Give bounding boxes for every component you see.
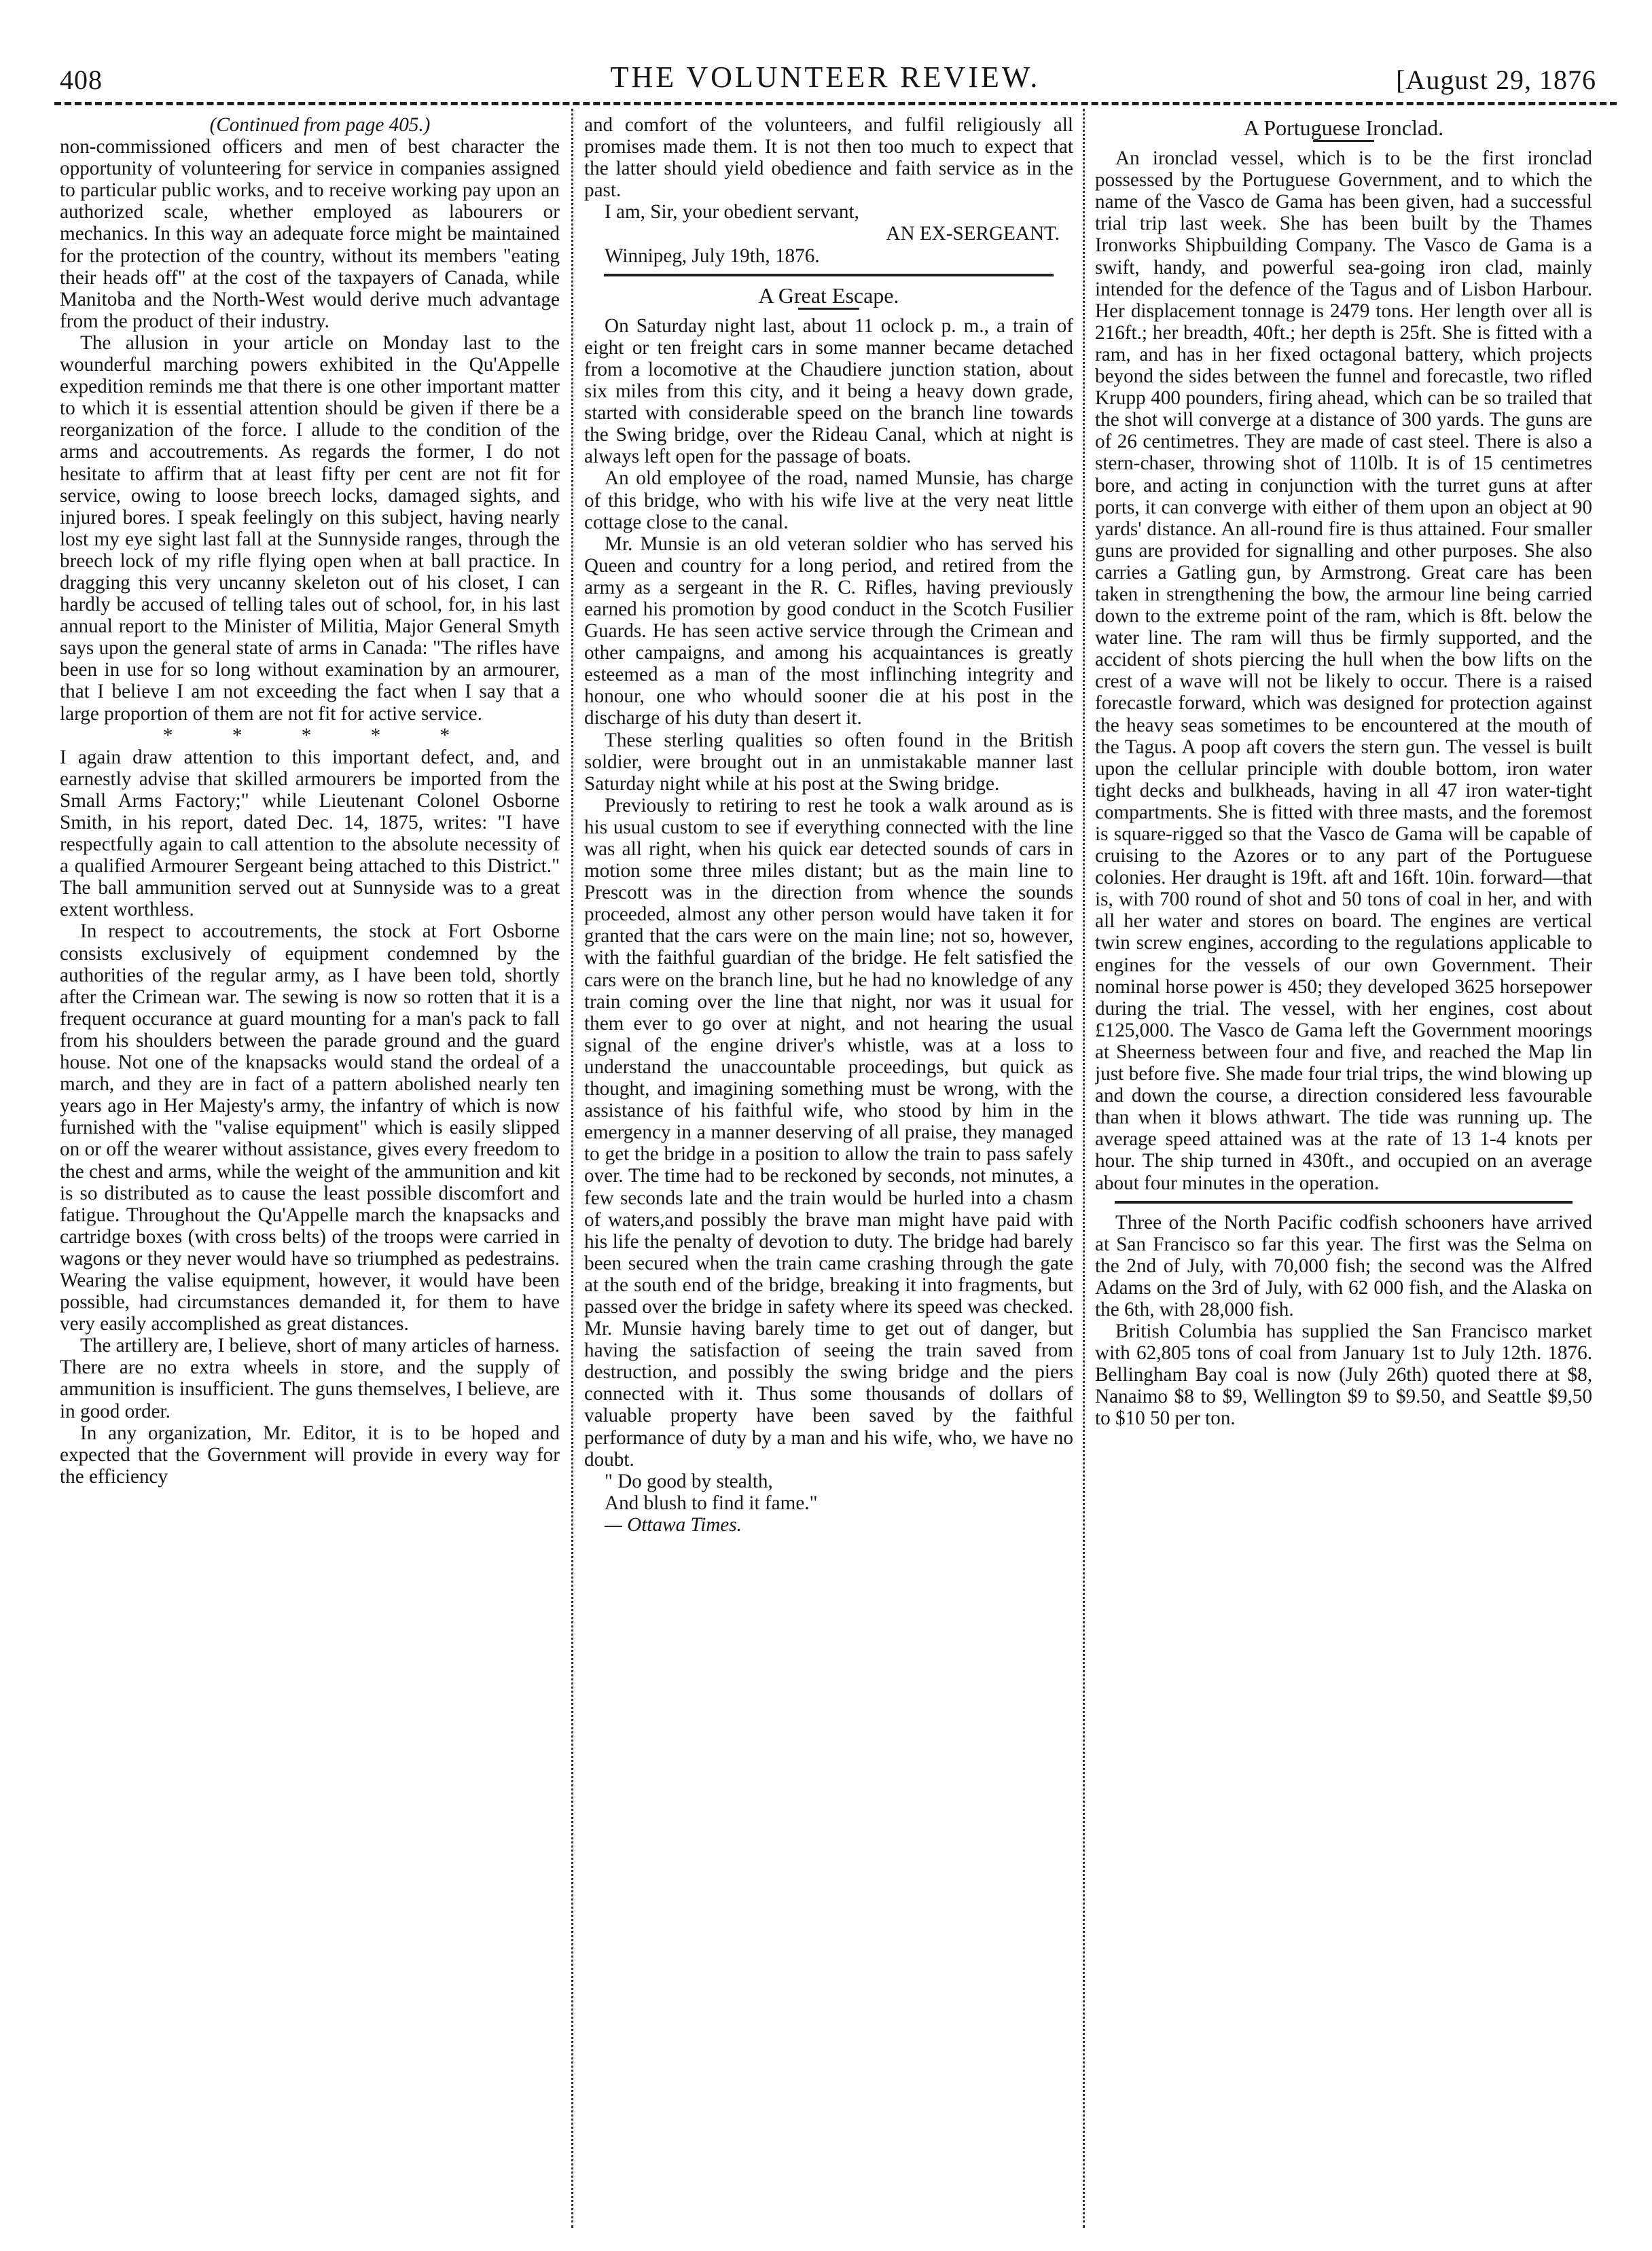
article-paragraph: On Saturday night last, about 11 oclock p. m., a train of eight or ten freight cars in some manner became detached from a locomotive at the Chaudiere junction station, about six miles from this city, and it being a heavy down grade, started with considerable speed on the branch line towards the Swing bridge, over the Rideau Canal, which at night is always left open for the passage of boats. [584, 314, 1073, 468]
article-paragraph: An old employee of the road, named Munsie, has charge of this bridge, who with his wife live at the very neat little cottage close to the canal. [584, 467, 1073, 533]
masthead-title: THE VOLUNTEER REVIEW. [610, 60, 1041, 94]
article-paragraph: non-commissioned officers and men of best character the opportunity of volunteering for service in companies assigned to particular public works, and to receive working pay upon an authorized scale, whether employed as labourers or mechanics. In this way an adequate force might be maintained for the protection of the country, without its members "eating their heads off" at the cost of the taxpayers of Canada, while Manitoba and the North-West would derive much advantage from the product of their industry. [60, 136, 560, 332]
article-heading: A Great Escape. [758, 283, 899, 308]
article-heading: A Portuguese Ironclad. [1243, 115, 1444, 140]
column-3 [1095, 114, 1592, 2227]
column-divider [1083, 109, 1085, 2228]
running-header [54, 60, 1596, 101]
article-paragraph: The artillery are, I believe, short of many articles of harness. There are no extra wheels in store, and the supply of ammunition is insufficient. The guns themselves, I believe, are in good order. [60, 1335, 560, 1422]
header-rule [54, 102, 1617, 105]
article-paragraph: The allusion in your article on Monday last to the wounderful marching powers exhibited in the Qu'Appelle expedition reminds me that there is one other important matter to which it is essential attention should be given if there be a reorganization of the force. I allude to the condition of the arms and accoutrements. As regards the former, I do not hesitate to affirm that at least fifty per cent are not fit for service, owing to loose breech locks, damaged sights, and injured bores. I speak feelingly on this subject, having nearly lost my eye sight last fall at the Sunnyside ranges, through the breech lock of my rifle flying open when at ball practice. In dragging this very uncanny skeleton out of his closet, I can hardly be accused of telling tales out of school, for, in his last annual report to the Minister of Militia, Major General Smyth says upon the general state of arms in Canada: "The rifles have been in use for so long without examination by an armourer, that I believe I am not exceeding the fact when I say that a large proportion of them are not fit for active service. [60, 331, 560, 725]
article-paragraph: In respect to accoutrements, the stock at Fort Osborne consists exclusively of equipment condemned by the authorities of the regular army, as I have been told, shortly after the Crimean war. The sewing is now so rotten that it is a frequent occurance at guard mounting for a man's pack to fall from his shoulders between the parade ground and the guard house. Not one of the knapsacks would stand the ordeal of a march, and they are in fact of a pattern abolished nearly ten years ago in Her Majesty's army, the infantry of which is now furnished with the "valise equipment" which is easily slipped on or off the wearer without assistance, gives every freedom to the chest and arms, while the weight of the ammunition and kit is so distributed as to cause the least possible discomfort and fatigue. Throughout the Qu'Appelle march the knapsacks and cartridge boxes (with cross belts) of the troops were carried in wagons or they never would have so triumphed as pedestrains. Wearing the valise equipment, however, it would have been possible, had circumstances demanded it, for them to have very easily accomplished as great distances. [60, 920, 560, 1335]
letter-signature: AN EX-SERGEANT. [886, 223, 1060, 245]
issue-date: [August 29, 1876 [1396, 65, 1596, 95]
article-paragraph: In any organization, Mr. Editor, it is to be hoped and expected that the Government will provide in every way for the efficiency [60, 1422, 560, 1488]
heading-rule [1313, 140, 1374, 142]
letter-closing: I am, Sir, your obedient servant, [605, 201, 859, 223]
article-paragraph: and comfort of the volunteers, and fulfil religiously all promises made them. It is not then too much to expect that the latter should yield obedience and faith service as in the past. [584, 114, 1073, 202]
article-paragraph: Three of the North Pacific codfish schooners have arrived at San Francisco so far this year. The first was the Selma on the 2nd of July, with 70,000 fish; the second was the Alfred Adams on the 3rd of July, with 62 000 fish, and the Alaska on the 6th, with 28,000 fish. [1095, 1211, 1592, 1320]
quote-line: " Do good by stealth, [605, 1470, 773, 1492]
source-credit: — Ottawa Times. [605, 1513, 742, 1536]
article-paragraph: An ironclad vessel, which is to be the first ironclad possessed by the Portuguese Government, and to which the name of the Vasco de Gama has been given, had a successful trial trip last week. She has been built by the Thames Ironworks Shipbuilding Company. The Vasco de Gama is a swift, handy, and powerful sea-going iron clad, mainly intended for the defence of the Tagus and of Lisbon Harbour. Her displacement tonnage is 2479 tons. Her length over all is 216ft.; her breadth, 40ft.; her depth is 25ft. She is fitted with a ram, and has in her fixed octagonal battery, which projects beyond the sides between the funnel and forecastle, two rifled Krupp 400 pounders, firing ahead, which can be so trailed that the shot will converge at a distance of 300 yards. The guns are of 26 centimetres. They are made of cast steel. There is also a stern-chaser, throwing shot of 110lb. It is of 15 centimetres bore, and acting in conjunction with the turret guns at after ports, it can converge with either of them upon an object at 90 yards' distance. An all-round fire is thus attained. Four smaller guns are provided for signalling and other purposes. She also carries a Gatling gun, by Armstrong. Great care has been taken in strengthening the bow, the armour line being carried down to the extreme point of the ram, which is 8ft. below the water line. The ram will thus be firmly supported, and the accident of shots piercing the hull when the bow lifts on the crest of a wave will not be likely to occur. There is a raised forecastle forward, which was designed for protection against the heavy seas sometimes to be encountered at the mouth of the Tagus. A poop aft covers the stern gun. The vessel is built upon the cellular principle with double bottom, iron water tight decks and bulkheads, having in all 47 iron water-tight compartments. She is fitted with three masts, and the foremost is square-rigged so that the Vasco de Gama will be capable of cruising to the Azores or to any part of the Portuguese colonies. Her draught is 19ft. aft and 16ft. 10in. forward—that is, with 700 round of shot and 50 tons of coal in her, and with all her water and stores on board. The engines are vertical twin screw engines, according to the regulations applicable to engines for the vessels of our own Government. Their nominal horse power is 450; they developed 3625 horsepower during the trial. The vessel, with her engines, cost about £125,000. The Vasco de Gama left the Government moorings at Sheerness between four and five, and reached the Map lin just before five. She made four trial trips, the wind blowing up and down the course, a direction considered less favourable than when it blows athwart. The tide was running up. The average speed attained was at the rate of 13 1-4 knots per hour. The ship turned in 430ft., and occupied on an average about four minutes in the operation. [1095, 147, 1592, 1194]
section-rule [604, 274, 1054, 276]
article-paragraph: Mr. Munsie is an old veteran soldier who has served his Queen and country for a long period, and retired from the army as a sergeant in the R. C. Rifles, having previously earned his promotion by good conduct in the Scotch Fusilier Guards. He has seen active service through the Crimean and other campaigns, and among his acquaintances is greatly esteemed as a man of the most inflinching integrity and honour, one who whould sooner die at his post in the discharge of his duty than desert it. [584, 533, 1073, 730]
article-paragraph: British Columbia has supplied the San Francisco market with 62,805 tons of coal from January 1st to July 12th. 1876. Bellingham Bay coal is now (July 26th) quoted there at $8, Nanaimo $8 to $9, Wellington $9 to $9.50, and Seattle $9,50 to $10 50 per ton. [1095, 1320, 1592, 1430]
heading-rule [798, 308, 859, 310]
page-number: 408 [60, 65, 103, 95]
continued-note: (Continued from page 405.) [209, 114, 431, 136]
column-divider [571, 109, 573, 2228]
section-rule [1115, 1201, 1572, 1204]
column-1 [60, 114, 560, 2227]
quote-line: And blush to find it fame." [605, 1492, 818, 1514]
letter-dateline: Winnipeg, July 19th, 1876. [605, 245, 820, 267]
article-paragraph: Previously to retiring to rest he took a walk around as is his usual custom to see if everything connected with the line was all right, when his quick ear detected sounds of cars in motion some three miles distant; but as the main line to Prescott was in the direction from whence the sounds proceeded, almost any other person would have taken it for granted that the cars were on the main line; not so, however, with the faithful guardian of the bridge. He felt satisfied the cars were on the branch line, but he had no knowledge of any train coming over the line that night, nor was it usual for them ever to go over at night, and not hearing the usual signal of the engine driver's whistle, was at a loss to understand the unaccountable proceedings, but quick as thought, and imagining something must be wrong, with the assistance of his faithful wife, who stood by him in the emergency in a manner deserving of all praise, they managed to get the bridge in a position to allow the train to pass safely over. The time had to be reckoned by seconds, not minutes, a few seconds late and the train would be hurled into a chasm of waters,and possibly the brave man might have paid with his life the penalty of devotion to duty. The bridge had barely been secured when the train came crashing through the gate at the south end of the bridge, breaking it into fragments, but passed over the bridge in safety where its speed was checked. Mr. Munsie having barely time to get out of danger, but having the satisfaction of seeing the train saved from destruction, and possibly the swing bridge and the piers connected with it. Thus some thousands of dollars of valuable property have been saved by the faithful performance of duty by a man and his wife, who, we have no doubt. [584, 794, 1073, 1471]
article-paragraph: These sterling qualities so often found in the British soldier, were brought out in an unmistakable manner last Saturday night while at his post at the Swing bridge. [584, 729, 1073, 795]
ellipsis-stars: * * * * * [162, 724, 478, 746]
article-paragraph: I again draw attention to this important defect, and, and earnestly advise that skilled armourers be imported from the Small Arms Factory;" while Lieutenant Colonel Osborne Smith, in his report, dated Dec. 14, 1875, writes: "I have respectfully again to call attention to the absolute necessity of a qualified Armourer Sergeant being attached to this District." The ball ammunition served out at Sunnyside was to a great extent worthless. [60, 746, 560, 921]
column-2 [584, 114, 1073, 2227]
